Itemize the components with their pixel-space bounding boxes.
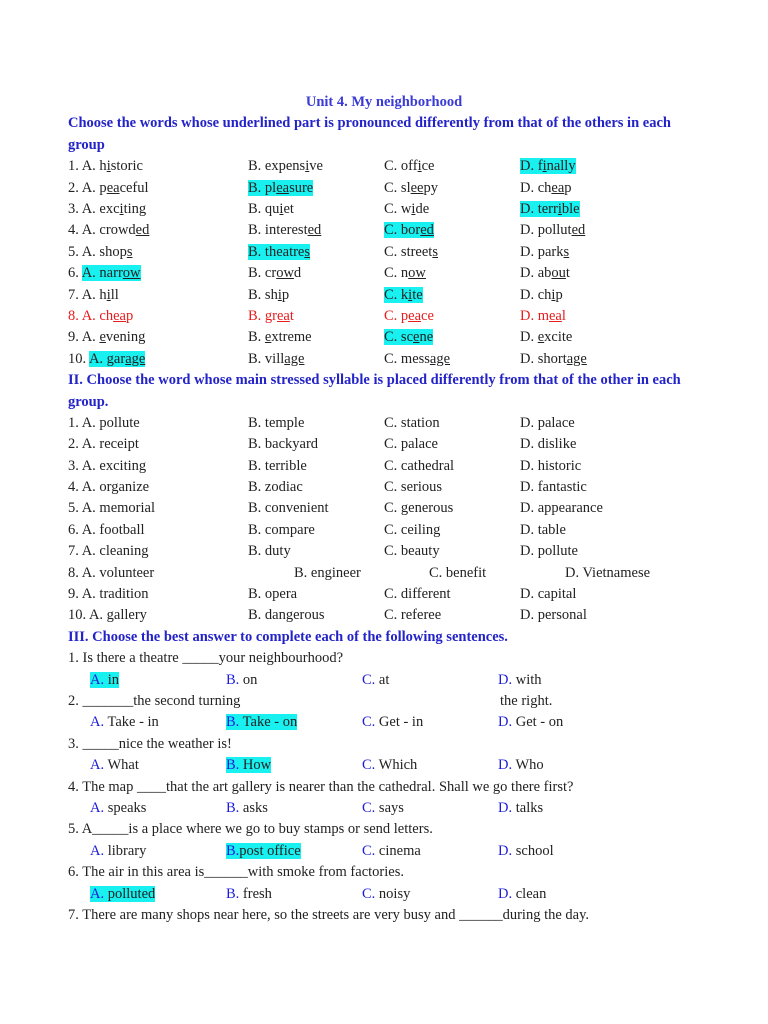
answer-option [498, 884, 546, 905]
answer-option [520, 199, 580, 220]
answer-option [384, 178, 438, 199]
answer-option [248, 220, 321, 241]
answer-option: 4. A. organize [68, 479, 150, 496]
answer-option [384, 220, 434, 241]
answer-option [520, 263, 570, 284]
question-row [68, 498, 708, 519]
answer-option [498, 798, 543, 819]
answer-option: D. pollute [520, 543, 578, 560]
option-letter: C. [362, 885, 376, 902]
section3-questions [68, 648, 708, 926]
underlined-part: e [99, 329, 106, 346]
options-row [68, 755, 708, 776]
answer-option: 10. A. gallery [68, 607, 147, 624]
question-row [68, 242, 708, 263]
option-text: D. polluted [520, 222, 586, 239]
answer-option [248, 349, 304, 370]
answer-option: 7. A. cleaning [68, 543, 149, 560]
option-text: D. shortage [520, 350, 587, 367]
option-letter: D. [498, 885, 513, 902]
answer-option [248, 242, 310, 263]
option-text: A. narrow [81, 265, 141, 282]
option-text: A. What [90, 757, 139, 774]
option-letter: A. [90, 714, 105, 731]
answer-option [520, 306, 566, 327]
answer-option [384, 242, 438, 263]
underlined-part: age [125, 350, 146, 367]
underlined-part: ed [571, 222, 586, 239]
underlined-part: ow [408, 265, 426, 282]
answer-option [90, 884, 155, 905]
question-row [68, 605, 708, 626]
underlined-part: age [429, 350, 451, 367]
underlined-part: i [408, 286, 413, 303]
answer-option [226, 884, 272, 905]
answer-option: 9. A. evening [68, 329, 146, 346]
answer-option: 10. A. garage [68, 350, 146, 367]
answer-option [248, 263, 301, 284]
answer-option [226, 670, 257, 691]
underlined-part: ed [135, 222, 150, 239]
answer-option: 5. A. shops [68, 243, 133, 260]
answer-option [362, 712, 423, 733]
answer-option: 4. A. crowded [68, 222, 150, 239]
option-text: D. talks [498, 799, 544, 816]
answer-option [90, 670, 119, 691]
option-letter: B. [226, 714, 240, 731]
question-text: 6. The air in this area is______with smoke from factories. [68, 864, 404, 881]
underlined-part: ou [551, 265, 566, 282]
answer-option: 2. A. peaceful [68, 179, 149, 196]
option-text: C. streets [384, 243, 438, 260]
section1-questions [68, 156, 708, 370]
option-text: C. kite [384, 286, 423, 303]
answer-option [384, 327, 433, 348]
option-text: A. polluted [90, 885, 156, 902]
question-text: 4. The map ____that the art gallery is nearer than the cathedral. Shall we go there first? [68, 778, 574, 795]
option-letter: A. [90, 885, 105, 902]
option-text: C. peace [384, 307, 434, 324]
option-text: D. with [498, 671, 542, 688]
option-text: B. on [226, 671, 258, 688]
answer-option: B. dangerous [248, 607, 325, 624]
answer-option: C. different [384, 586, 451, 603]
option-letter: A. [90, 799, 105, 816]
underlined-part: s [432, 243, 438, 260]
answer-option: B. terrible [248, 457, 307, 474]
underlined-part: s [563, 243, 570, 260]
answer-option: B. convenient [248, 500, 329, 517]
option-text: A. historic [81, 158, 143, 175]
underlined-part: s [126, 243, 133, 260]
options-row [68, 712, 708, 733]
question-row [68, 156, 708, 177]
answer-option: 1. A. historic [68, 158, 143, 175]
answer-option: D. fantastic [520, 479, 587, 496]
underlined-part: age [284, 350, 305, 367]
question-row [68, 434, 708, 455]
question-row [68, 563, 708, 584]
option-text: D. excite [520, 329, 573, 346]
question-row [68, 456, 708, 477]
answer-option [520, 178, 572, 199]
answer-option [226, 798, 268, 819]
option-text: C. sleepy [384, 179, 438, 196]
option-letter: B. [226, 799, 240, 816]
option-letter: D. [498, 714, 513, 731]
answer-option [498, 670, 542, 691]
answer-option [498, 755, 544, 776]
underlined-part: i [417, 158, 422, 175]
question-stem [68, 777, 708, 798]
answer-option [520, 220, 585, 241]
option-text: B. asks [226, 799, 268, 816]
option-text: A. peaceful [81, 179, 149, 196]
option-letter: A. [90, 757, 105, 774]
option-text: B. quiet [248, 200, 294, 217]
underlined-part: i [542, 158, 547, 175]
option-letter: A. [90, 671, 105, 688]
option-letter: D. [498, 799, 513, 816]
underlined-part: i [411, 200, 416, 217]
answer-option: D. appearance [520, 500, 603, 517]
option-text: B. theatres [248, 243, 311, 260]
question-stem [68, 862, 708, 883]
answer-option: 7. A. hill [68, 286, 119, 303]
underlined-part: ed [420, 222, 434, 239]
option-letter: D. [498, 671, 513, 688]
option-text: C. bored [384, 222, 434, 239]
answer-option: B. engineer [294, 564, 361, 581]
option-text: D. school [498, 842, 554, 859]
answer-option [90, 841, 146, 862]
question-row [68, 178, 708, 199]
question-text: 3. _____nice the weather is! [68, 735, 232, 752]
question-text: 2. _______the second turning [68, 693, 241, 710]
question-stem [68, 905, 708, 926]
option-text: B. expensive [248, 158, 323, 175]
option-text: D. about [520, 265, 570, 282]
underlined-part: i [279, 200, 284, 217]
option-letter: B. [226, 757, 240, 774]
answer-option [226, 755, 271, 776]
answer-option [248, 199, 294, 220]
option-text: D. clean [498, 885, 547, 902]
answer-option [90, 798, 146, 819]
option-text: D. Who [498, 757, 544, 774]
option-text: A. speaks [90, 799, 147, 816]
answer-option [248, 178, 313, 199]
underlined-part: age [566, 350, 587, 367]
answer-option [384, 285, 423, 306]
option-letter: D. [498, 842, 513, 859]
answer-option: C. cathedral [384, 457, 455, 474]
answer-option: 2. A. receipt [68, 436, 139, 453]
option-letter: C. [362, 799, 376, 816]
underlined-part: e [264, 329, 272, 346]
underlined-part: i [106, 158, 111, 175]
answer-option: D. dislike [520, 436, 577, 453]
option-text: A. Take - in [90, 714, 159, 731]
answer-option [384, 263, 426, 284]
answer-option: B. temple [248, 414, 305, 431]
option-text: D. cheap [520, 179, 572, 196]
answer-option: D. capital [520, 586, 577, 603]
page-title: Unit 4. My neighborhood [305, 94, 463, 110]
option-text: B. extreme [248, 329, 312, 346]
option-text: D. parks [520, 243, 570, 260]
answer-option [520, 285, 563, 306]
option-letter: D. [498, 757, 513, 774]
option-letter: C. [362, 842, 376, 859]
option-text: C. scene [384, 329, 434, 346]
underlined-part: ea [113, 307, 126, 324]
question-stem [68, 691, 708, 712]
underlined-part: ea [276, 179, 290, 196]
answer-option: C. referee [384, 607, 442, 624]
answer-option [498, 712, 563, 733]
option-text: B. village [248, 350, 305, 367]
answer-option: D. personal [520, 607, 587, 624]
answer-option [90, 755, 139, 776]
option-text: A. crowded [81, 222, 150, 239]
answer-option [384, 349, 450, 370]
option-text: C. Get - in [362, 714, 424, 731]
option-letter: B. [226, 842, 240, 859]
underlined-part: ea [106, 179, 120, 196]
underlined-part: i [119, 200, 124, 217]
option-text: C. at [362, 671, 390, 688]
question-row [68, 263, 708, 284]
answer-option: C. serious [384, 479, 442, 496]
option-text: C. wide [384, 200, 430, 217]
option-text: A. shops [81, 243, 133, 260]
underlined-part: e [413, 329, 420, 346]
option-text: C. office [384, 158, 435, 175]
question-row [68, 541, 708, 562]
underlined-part: s [304, 243, 311, 260]
options-row [68, 798, 708, 819]
option-text: A. hill [81, 286, 119, 303]
option-text: C. cinema [362, 842, 421, 859]
underlined-part: e [537, 329, 545, 346]
answer-option [520, 327, 572, 348]
answer-option [520, 242, 569, 263]
answer-option: 8. A. volunteer [68, 564, 155, 581]
answer-option [226, 841, 301, 862]
options-row [68, 884, 708, 905]
option-text: B. How [226, 757, 272, 774]
question-text: 7. There are many shops near here, so the streets are very busy and ______during the day. [68, 906, 590, 923]
answer-option: B. compare [248, 521, 315, 538]
section1-heading: Choose the words whose underlined part is pronounced differently from that of the others in each group [68, 115, 671, 153]
option-letter: B. [226, 885, 240, 902]
option-text: D. finally [520, 158, 576, 175]
options-row [68, 670, 708, 691]
answer-option: 9. A. tradition [68, 586, 149, 603]
question-row [68, 199, 708, 220]
underlined-part: ow [276, 265, 294, 282]
answer-option: D. historic [520, 457, 582, 474]
question-row [68, 349, 708, 370]
option-letter: C. [362, 714, 376, 731]
answer-option [520, 349, 587, 370]
option-text: A. in [90, 671, 120, 688]
answer-option [90, 712, 159, 733]
question-text-end: the right. [500, 693, 553, 710]
section2-questions [68, 413, 708, 627]
option-text: D. chip [520, 286, 563, 303]
answer-option [362, 755, 417, 776]
answer-option: B. opera [248, 586, 298, 603]
question-row [68, 327, 708, 348]
answer-option: D. palace [520, 414, 575, 431]
underlined-part: i [551, 286, 556, 303]
answer-option [362, 884, 410, 905]
worksheet [68, 92, 708, 926]
answer-option [248, 156, 323, 177]
answer-option: C. benefit [429, 564, 487, 581]
section2-heading: II. Choose the word whose main stressed syllable is placed differently from that of the other in each group. [68, 372, 681, 410]
option-text: D. meal [520, 307, 566, 324]
underlined-part: ed [307, 222, 322, 239]
answer-option [362, 670, 389, 691]
option-text: A. cheap [81, 307, 134, 324]
answer-option [226, 712, 297, 733]
option-text: C. says [362, 799, 404, 816]
underlined-part: ee [410, 179, 424, 196]
options-row [68, 841, 708, 862]
answer-option: 3. A. exciting [68, 457, 147, 474]
answer-option [384, 156, 434, 177]
option-text: D. terrible [520, 200, 580, 217]
underlined-part: i [277, 286, 282, 303]
question-stem [68, 819, 708, 840]
answer-option: C. beauty [384, 543, 440, 560]
option-text: B. fresh [226, 885, 272, 902]
question-row [68, 520, 708, 541]
question-text: 5. A_____is a place where we go to buy stamps or send letters. [68, 821, 433, 838]
option-text: C. message [384, 350, 451, 367]
option-text: B. ship [248, 286, 290, 303]
answer-option: C. palace [384, 436, 438, 453]
option-text: D. Get - on [498, 714, 564, 731]
answer-option: D. Vietnamese [565, 564, 651, 581]
underlined-part: ea [549, 307, 562, 324]
option-letter: C. [362, 757, 376, 774]
option-text: B. Take - on [226, 714, 298, 731]
option-text: B. interested [248, 222, 322, 239]
underlined-part: i [557, 200, 562, 217]
answer-option: B. duty [248, 543, 291, 560]
answer-option [248, 327, 312, 348]
underlined-part: i [305, 158, 310, 175]
underlined-part: ea [551, 179, 565, 196]
option-letter: C. [362, 671, 376, 688]
underlined-part: ea [408, 307, 422, 324]
answer-option: 1. A. pollute [68, 414, 140, 431]
answer-option: 6. A. narrow [68, 265, 141, 282]
question-row [68, 306, 708, 327]
answer-option [520, 156, 576, 177]
option-text: C. now [384, 265, 426, 282]
answer-option: 5. A. memorial [68, 500, 155, 517]
option-text: C. noisy [362, 885, 411, 902]
section3-heading: III. Choose the best answer to complete each of the following sentences. [68, 628, 508, 645]
option-text: A. garage [88, 350, 146, 367]
question-stem [68, 734, 708, 755]
option-text: A. library [90, 842, 147, 859]
underlined-part: i [106, 286, 111, 303]
answer-option [384, 199, 429, 220]
answer-option: 3. A. exciting [68, 200, 147, 217]
answer-option: B. backyard [248, 436, 319, 453]
answer-option: D. table [520, 521, 566, 538]
answer-option: 8. A. cheap [68, 307, 134, 324]
question-text: 1. Is there a theatre _____your neighbourhood? [68, 650, 344, 667]
answer-option: C. station [384, 414, 440, 431]
question-row [68, 584, 708, 605]
answer-option [362, 798, 404, 819]
answer-option: B. zodiac [248, 479, 303, 496]
answer-option: C. generous [384, 500, 454, 517]
underlined-part: ow [122, 265, 141, 282]
option-text: B. crowd [248, 265, 302, 282]
answer-option: 6. A. football [68, 521, 145, 538]
question-row [68, 413, 708, 434]
answer-option [498, 841, 554, 862]
option-text: B. great [248, 307, 294, 324]
answer-option [362, 841, 421, 862]
underlined-part: ea [277, 307, 290, 324]
answer-option [248, 306, 294, 327]
question-row [68, 220, 708, 241]
question-stem [68, 648, 708, 669]
option-letter: A. [90, 842, 105, 859]
option-text: C. Which [362, 757, 418, 774]
question-row [68, 285, 708, 306]
answer-option: C. ceiling [384, 521, 441, 538]
option-text: A. evening [81, 329, 146, 346]
option-letter: B. [226, 671, 240, 688]
option-text: A. exciting [81, 200, 147, 217]
answer-option [384, 306, 434, 327]
option-text: B. pleasure [248, 179, 314, 196]
answer-option [248, 285, 289, 306]
option-text: B.post office [226, 842, 301, 859]
question-row [68, 477, 708, 498]
